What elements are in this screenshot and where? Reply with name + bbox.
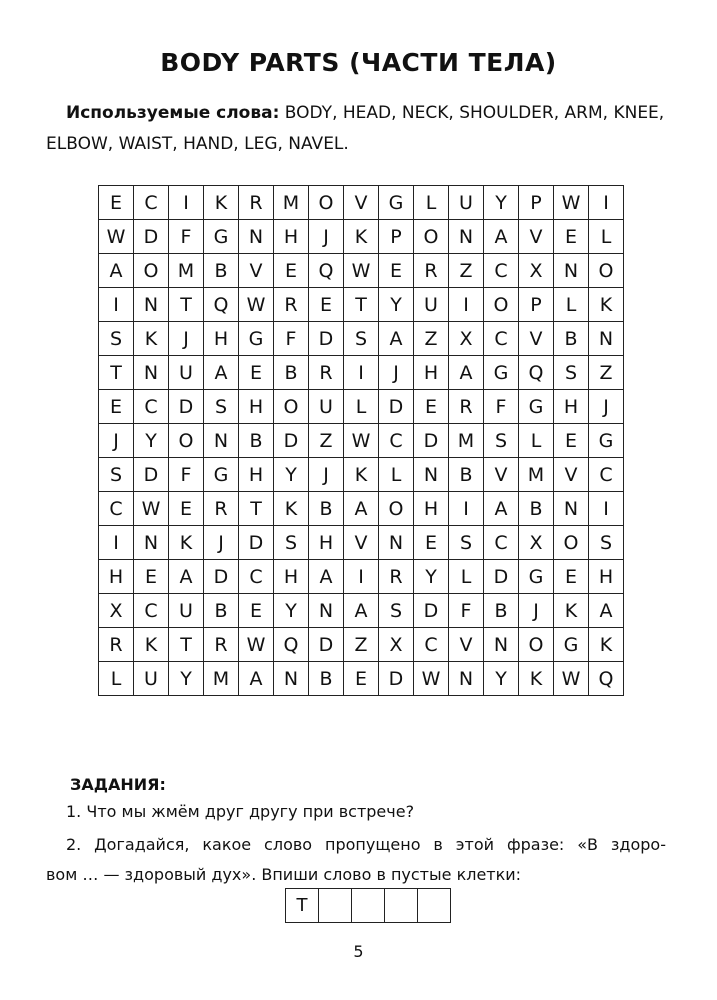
grid-cell[interactable]: U <box>134 662 169 696</box>
grid-cell[interactable]: H <box>239 390 274 424</box>
grid-cell[interactable]: H <box>239 458 274 492</box>
grid-cell[interactable]: J <box>169 322 204 356</box>
grid-cell[interactable]: W <box>344 254 379 288</box>
grid-cell[interactable]: E <box>134 560 169 594</box>
grid-cell[interactable]: M <box>274 186 309 220</box>
grid-cell[interactable]: A <box>344 492 379 526</box>
grid-cell[interactable]: U <box>309 390 344 424</box>
grid-cell[interactable]: Y <box>379 288 414 322</box>
grid-cell[interactable]: E <box>554 220 589 254</box>
grid-cell[interactable]: F <box>169 458 204 492</box>
grid-cell[interactable]: I <box>169 186 204 220</box>
grid-cell[interactable]: S <box>589 526 624 560</box>
grid-cell[interactable]: G <box>239 322 274 356</box>
grid-cell[interactable]: L <box>344 390 379 424</box>
grid-cell[interactable]: K <box>344 220 379 254</box>
grid-cell[interactable]: E <box>344 662 379 696</box>
grid-cell[interactable]: H <box>274 560 309 594</box>
grid-cell[interactable]: E <box>99 390 134 424</box>
grid-cell[interactable]: C <box>134 186 169 220</box>
word-list-label: Используемые слова: <box>66 103 280 123</box>
grid-cell[interactable]: X <box>99 594 134 628</box>
grid-cell[interactable]: C <box>589 458 624 492</box>
grid-cell[interactable]: V <box>449 628 484 662</box>
grid-cell[interactable]: R <box>274 288 309 322</box>
grid-cell[interactable]: R <box>449 390 484 424</box>
grid-cell[interactable]: E <box>239 594 274 628</box>
grid-cell[interactable]: Y <box>134 424 169 458</box>
grid-cell[interactable]: K <box>344 458 379 492</box>
grid-cell[interactable]: P <box>519 288 554 322</box>
grid-cell[interactable]: U <box>169 356 204 390</box>
grid-cell[interactable]: A <box>309 560 344 594</box>
grid-row <box>99 186 624 220</box>
grid-cell[interactable]: B <box>204 594 239 628</box>
grid-cell[interactable]: G <box>519 560 554 594</box>
grid-cell[interactable]: W <box>344 424 379 458</box>
grid-cell[interactable]: K <box>204 186 239 220</box>
grid-cell[interactable]: K <box>274 492 309 526</box>
grid-cell[interactable]: Q <box>274 628 309 662</box>
grid-cell[interactable]: M <box>449 424 484 458</box>
grid-cell[interactable]: I <box>344 356 379 390</box>
answer-cell[interactable]: Т <box>286 889 319 923</box>
grid-cell[interactable]: N <box>449 662 484 696</box>
grid-cell[interactable]: L <box>99 662 134 696</box>
grid-cell[interactable]: S <box>344 322 379 356</box>
task-2-line-1: 2. Догадайся, какое слово пропущено в этой фразе: «В здоро- <box>66 835 666 854</box>
grid-cell[interactable]: N <box>134 526 169 560</box>
grid-cell[interactable]: B <box>484 594 519 628</box>
grid-cell[interactable]: E <box>554 560 589 594</box>
grid-cell[interactable]: Q <box>309 254 344 288</box>
tasks-heading: ЗАДАНИЯ: <box>70 775 166 794</box>
grid-cell[interactable]: D <box>204 560 239 594</box>
grid-cell[interactable]: W <box>239 628 274 662</box>
grid-cell[interactable]: J <box>309 220 344 254</box>
word-list-first-words: BODY, HEAD, NECK, SHOULDER, ARM, KNEE, <box>279 103 665 123</box>
grid-cell[interactable]: K <box>589 628 624 662</box>
grid-cell[interactable]: E <box>239 356 274 390</box>
grid-cell[interactable]: N <box>379 526 414 560</box>
grid-cell[interactable]: W <box>554 186 589 220</box>
grid-cell[interactable]: B <box>554 322 589 356</box>
grid-cell[interactable]: N <box>204 424 239 458</box>
grid-cell[interactable]: T <box>169 288 204 322</box>
grid-cell[interactable]: K <box>169 526 204 560</box>
grid-cell[interactable]: B <box>519 492 554 526</box>
grid-cell[interactable]: E <box>309 288 344 322</box>
grid-cell[interactable]: O <box>379 492 414 526</box>
grid-cell[interactable]: D <box>414 594 449 628</box>
grid-row <box>99 424 624 458</box>
grid-cell[interactable]: J <box>99 424 134 458</box>
grid-cell[interactable]: R <box>414 254 449 288</box>
grid-cell[interactable]: D <box>274 424 309 458</box>
grid-cell[interactable]: H <box>414 492 449 526</box>
grid-row <box>99 322 624 356</box>
grid-cell[interactable]: D <box>239 526 274 560</box>
grid-cell[interactable]: N <box>309 594 344 628</box>
grid-row <box>99 288 624 322</box>
grid-cell[interactable]: E <box>274 254 309 288</box>
grid-cell[interactable]: G <box>204 220 239 254</box>
grid-row <box>99 220 624 254</box>
grid-cell[interactable]: K <box>134 628 169 662</box>
grid-cell[interactable]: G <box>554 628 589 662</box>
grid-cell[interactable]: V <box>484 458 519 492</box>
grid-cell[interactable]: C <box>414 628 449 662</box>
grid-cell[interactable]: N <box>274 662 309 696</box>
grid-cell[interactable]: D <box>309 322 344 356</box>
grid-cell[interactable]: A <box>379 322 414 356</box>
grid-cell[interactable]: C <box>379 424 414 458</box>
grid-cell[interactable]: A <box>169 560 204 594</box>
grid-cell[interactable]: H <box>589 560 624 594</box>
grid-cell[interactable]: S <box>554 356 589 390</box>
grid-cell[interactable]: T <box>239 492 274 526</box>
grid-cell[interactable]: O <box>484 288 519 322</box>
grid-cell[interactable]: J <box>589 390 624 424</box>
grid-cell[interactable]: A <box>239 662 274 696</box>
grid-cell[interactable]: B <box>274 356 309 390</box>
grid-cell[interactable]: Y <box>484 186 519 220</box>
grid-row <box>99 594 624 628</box>
grid-cell[interactable]: S <box>99 322 134 356</box>
grid-cell[interactable]: J <box>204 526 239 560</box>
grid-cell[interactable]: U <box>414 288 449 322</box>
grid-cell[interactable]: Q <box>589 662 624 696</box>
grid-cell[interactable]: I <box>589 492 624 526</box>
grid-cell[interactable]: A <box>99 254 134 288</box>
grid-cell[interactable]: L <box>379 458 414 492</box>
grid-cell[interactable]: F <box>484 390 519 424</box>
grid-cell[interactable]: G <box>204 458 239 492</box>
answer-cell[interactable] <box>418 889 451 923</box>
word-list-line-2: ELBOW, WAIST, HAND, LEG, NAVEL. <box>46 134 349 154</box>
grid-cell[interactable]: O <box>134 254 169 288</box>
grid-cell[interactable]: L <box>414 186 449 220</box>
grid-cell[interactable]: D <box>134 220 169 254</box>
grid-cell[interactable]: R <box>99 628 134 662</box>
task-1: 1. Что мы жмём друг другу при встрече? <box>66 802 415 821</box>
grid-cell[interactable]: R <box>309 356 344 390</box>
grid-row <box>99 254 624 288</box>
grid-cell[interactable]: Z <box>309 424 344 458</box>
grid-cell[interactable]: V <box>239 254 274 288</box>
grid-cell[interactable]: I <box>449 288 484 322</box>
grid-cell[interactable]: S <box>449 526 484 560</box>
grid-cell[interactable]: A <box>204 356 239 390</box>
grid-cell[interactable]: D <box>414 424 449 458</box>
grid-cell[interactable]: V <box>344 526 379 560</box>
grid-cell[interactable]: Z <box>449 254 484 288</box>
grid-cell[interactable]: H <box>414 356 449 390</box>
grid-cell[interactable]: C <box>99 492 134 526</box>
grid-cell[interactable]: X <box>519 254 554 288</box>
grid-row <box>99 628 624 662</box>
grid-cell[interactable]: C <box>134 594 169 628</box>
grid-cell[interactable]: N <box>554 254 589 288</box>
grid-cell[interactable]: O <box>169 424 204 458</box>
grid-cell[interactable]: I <box>99 526 134 560</box>
grid-cell[interactable]: E <box>99 186 134 220</box>
grid-cell[interactable]: R <box>239 186 274 220</box>
grid-cell[interactable]: B <box>449 458 484 492</box>
grid-cell[interactable]: O <box>414 220 449 254</box>
grid-cell[interactable]: L <box>554 288 589 322</box>
grid-cell[interactable]: K <box>554 594 589 628</box>
grid-cell[interactable]: W <box>554 662 589 696</box>
grid-cell[interactable]: B <box>239 424 274 458</box>
grid-cell[interactable]: A <box>589 594 624 628</box>
answer-cell[interactable] <box>352 889 385 923</box>
grid-row <box>99 390 624 424</box>
grid-cell[interactable]: O <box>589 254 624 288</box>
answer-cell[interactable] <box>385 889 418 923</box>
grid-cell[interactable]: U <box>169 594 204 628</box>
word-search-grid <box>98 185 624 696</box>
grid-cell[interactable]: O <box>274 390 309 424</box>
grid-cell[interactable]: S <box>99 458 134 492</box>
answer-cell[interactable] <box>319 889 352 923</box>
grid-cell[interactable]: F <box>449 594 484 628</box>
grid-cell[interactable]: S <box>379 594 414 628</box>
task-2 <box>46 830 666 890</box>
grid-cell[interactable]: C <box>484 254 519 288</box>
grid-cell[interactable]: I <box>449 492 484 526</box>
grid-cell[interactable]: G <box>379 186 414 220</box>
grid-cell[interactable]: L <box>449 560 484 594</box>
grid-cell[interactable]: H <box>204 322 239 356</box>
grid-cell[interactable]: W <box>239 288 274 322</box>
grid-cell[interactable]: I <box>589 186 624 220</box>
word-list-line-1 <box>46 98 676 129</box>
grid-cell[interactable]: N <box>134 356 169 390</box>
grid-cell[interactable]: M <box>519 458 554 492</box>
grid-cell[interactable]: H <box>274 220 309 254</box>
grid-row <box>99 458 624 492</box>
grid-cell[interactable]: S <box>274 526 309 560</box>
grid-cell[interactable]: Y <box>414 560 449 594</box>
grid-row <box>99 560 624 594</box>
grid-cell[interactable]: H <box>99 560 134 594</box>
grid-cell[interactable]: B <box>309 662 344 696</box>
grid-cell[interactable]: X <box>379 628 414 662</box>
grid-cell[interactable]: D <box>134 458 169 492</box>
grid-cell[interactable]: E <box>554 424 589 458</box>
grid-cell[interactable]: C <box>134 390 169 424</box>
grid-cell[interactable]: D <box>169 390 204 424</box>
grid-cell[interactable]: X <box>449 322 484 356</box>
grid-cell[interactable]: Z <box>589 356 624 390</box>
grid-cell[interactable]: T <box>169 628 204 662</box>
page-number: 5 <box>353 942 364 961</box>
grid-cell[interactable]: N <box>449 220 484 254</box>
grid-cell[interactable]: Q <box>519 356 554 390</box>
grid-cell[interactable]: K <box>589 288 624 322</box>
grid-cell[interactable]: L <box>589 220 624 254</box>
grid-cell[interactable]: C <box>239 560 274 594</box>
grid-cell[interactable]: G <box>484 356 519 390</box>
grid-cell[interactable]: D <box>309 628 344 662</box>
grid-cell[interactable]: N <box>134 288 169 322</box>
grid-cell[interactable]: G <box>589 424 624 458</box>
grid-cell[interactable]: F <box>274 322 309 356</box>
grid-cell[interactable]: N <box>414 458 449 492</box>
grid-cell[interactable]: J <box>519 594 554 628</box>
grid-cell[interactable]: L <box>519 424 554 458</box>
grid-cell[interactable]: X <box>519 526 554 560</box>
grid-cell[interactable]: Y <box>274 594 309 628</box>
grid-cell[interactable]: W <box>414 662 449 696</box>
grid-cell[interactable]: E <box>414 526 449 560</box>
grid-cell[interactable]: V <box>519 322 554 356</box>
grid-cell[interactable]: O <box>519 628 554 662</box>
grid-cell[interactable]: S <box>204 390 239 424</box>
grid-cell[interactable]: I <box>99 288 134 322</box>
grid-cell[interactable]: P <box>519 186 554 220</box>
grid-cell[interactable]: M <box>204 662 239 696</box>
grid-cell[interactable]: H <box>309 526 344 560</box>
grid-cell[interactable]: D <box>379 390 414 424</box>
task-2-line-2: вом … — здоровый дух». Впиши слово в пустые клетки: <box>46 865 522 884</box>
grid-cell[interactable]: P <box>379 220 414 254</box>
page-title: BODY PARTS (ЧАСТИ ТЕЛА) <box>160 48 557 77</box>
grid-cell[interactable]: B <box>309 492 344 526</box>
grid-cell[interactable]: Y <box>274 458 309 492</box>
answer-boxes <box>285 888 451 923</box>
grid-cell[interactable]: O <box>309 186 344 220</box>
grid-cell[interactable]: Q <box>204 288 239 322</box>
grid-cell[interactable]: I <box>344 560 379 594</box>
grid-row <box>99 526 624 560</box>
word-list <box>46 98 676 160</box>
grid-cell[interactable]: Y <box>169 662 204 696</box>
grid-cell[interactable]: E <box>169 492 204 526</box>
grid-cell[interactable]: C <box>484 526 519 560</box>
grid-cell[interactable]: N <box>484 628 519 662</box>
grid-cell[interactable]: N <box>554 492 589 526</box>
grid-cell[interactable]: U <box>449 186 484 220</box>
grid-cell[interactable]: B <box>204 254 239 288</box>
grid-cell[interactable]: Z <box>414 322 449 356</box>
grid-cell[interactable]: K <box>134 322 169 356</box>
grid-cell[interactable]: A <box>484 492 519 526</box>
grid-cell[interactable]: Z <box>344 628 379 662</box>
grid-cell[interactable]: V <box>519 220 554 254</box>
grid-row <box>99 662 624 696</box>
grid-cell[interactable]: O <box>554 526 589 560</box>
grid-cell[interactable]: W <box>134 492 169 526</box>
grid-cell[interactable]: A <box>344 594 379 628</box>
grid-cell[interactable]: M <box>169 254 204 288</box>
grid-cell[interactable]: S <box>484 424 519 458</box>
grid-cell[interactable]: A <box>449 356 484 390</box>
grid-cell[interactable]: V <box>554 458 589 492</box>
grid-row <box>99 356 624 390</box>
grid-cell[interactable]: C <box>484 322 519 356</box>
grid-row <box>99 492 624 526</box>
grid-cell[interactable]: E <box>379 254 414 288</box>
grid-cell[interactable]: T <box>344 288 379 322</box>
grid-cell[interactable]: E <box>414 390 449 424</box>
grid-cell[interactable]: A <box>484 220 519 254</box>
grid-cell[interactable]: V <box>344 186 379 220</box>
grid-cell[interactable]: N <box>239 220 274 254</box>
grid-cell[interactable]: D <box>484 560 519 594</box>
grid-cell[interactable]: F <box>169 220 204 254</box>
grid-cell[interactable]: T <box>99 356 134 390</box>
grid-cell[interactable]: R <box>204 492 239 526</box>
grid-cell[interactable]: J <box>309 458 344 492</box>
grid-cell[interactable]: R <box>204 628 239 662</box>
grid-cell[interactable]: J <box>379 356 414 390</box>
grid-cell[interactable]: H <box>554 390 589 424</box>
grid-cell[interactable]: W <box>99 220 134 254</box>
grid-cell[interactable]: Y <box>484 662 519 696</box>
grid-cell[interactable]: N <box>589 322 624 356</box>
grid-cell[interactable]: D <box>379 662 414 696</box>
grid-cell[interactable]: G <box>519 390 554 424</box>
grid-cell[interactable]: R <box>379 560 414 594</box>
grid-cell[interactable]: K <box>519 662 554 696</box>
